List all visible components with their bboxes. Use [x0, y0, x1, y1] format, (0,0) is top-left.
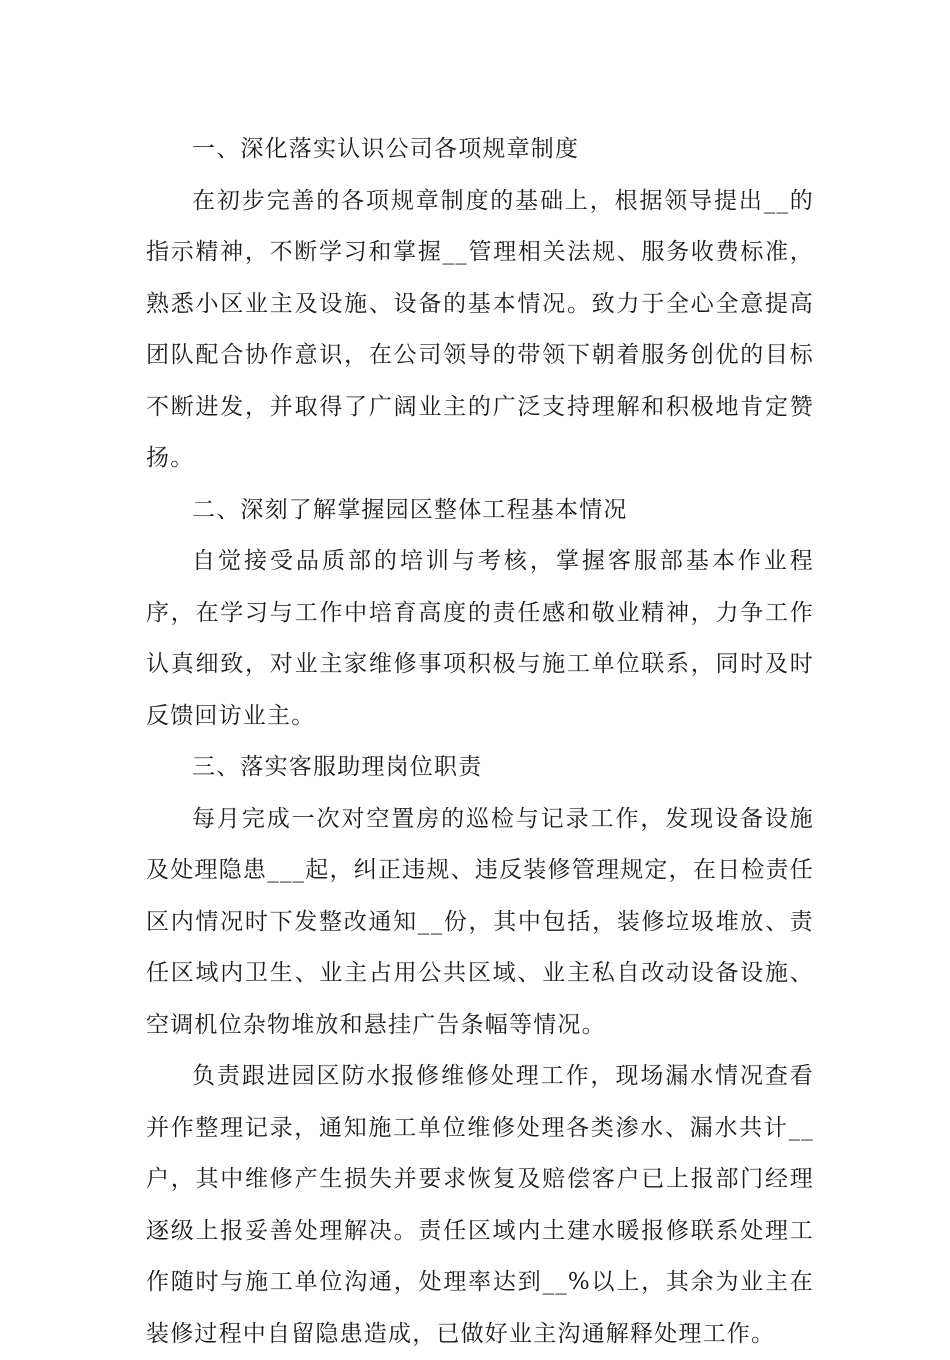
section-heading: 二、深刻了解掌握园区整体工程基本情况	[192, 496, 628, 523]
document-body	[146, 124, 814, 1360]
body-paragraph: 自觉接受品质部的培训与考核，掌握客服部基本作业程序，在学习与工作中培育高度的责任感和敬业精神，力争工作认真细致，对业主家维修事项积极与施工单位联系，同时及时反馈回访业主。	[146, 548, 814, 729]
section-heading: 一、深化落实认识公司各项规章制度	[192, 136, 580, 162]
body-paragraph: 每月完成一次对空置房的巡检与记录工作，发现设备设施及处理隐患___起，纠正违规、违反装修管理规定，在日检责任区内情况时下发整改通知__份，其中包括，装修垃圾堆放、责任区域内卫生、业主占用公共区域、业主私自改动设备设施、空调机位杂物堆放和悬挂广告条幅等情况。	[146, 805, 814, 1038]
body-paragraph: 在初步完善的各项规章制度的基础上，根据领导提出__的指示精神，不断学习和掌握__管理相关法规、服务收费标准，熟悉小区业主及设施、设备的基本情况。致力于全心全意提高团队配合协作意识，在公司领导的带领下朝着服务创优的目标不断进发，并取得了广阔业主的广泛支持理解和积极地肯定赞扬。	[146, 187, 814, 471]
body-paragraph: 负责跟进园区防水报修维修处理工作，现场漏水情况查看并作整理记录，通知施工单位维修处理各类渗水、漏水共计__户，其中维修产生损失并要求恢复及赔偿客户已上报部门经理逐级上报妥善处理解决。责任区域内土建水暖报修联系处理工作随时与施工单位沟通，处理率达到__%以上，其余为业主在装修过程中自留隐患造成，已做好业主沟通解释处理工作。	[146, 1063, 814, 1347]
section-heading: 三、落实客服助理岗位职责	[192, 754, 483, 780]
